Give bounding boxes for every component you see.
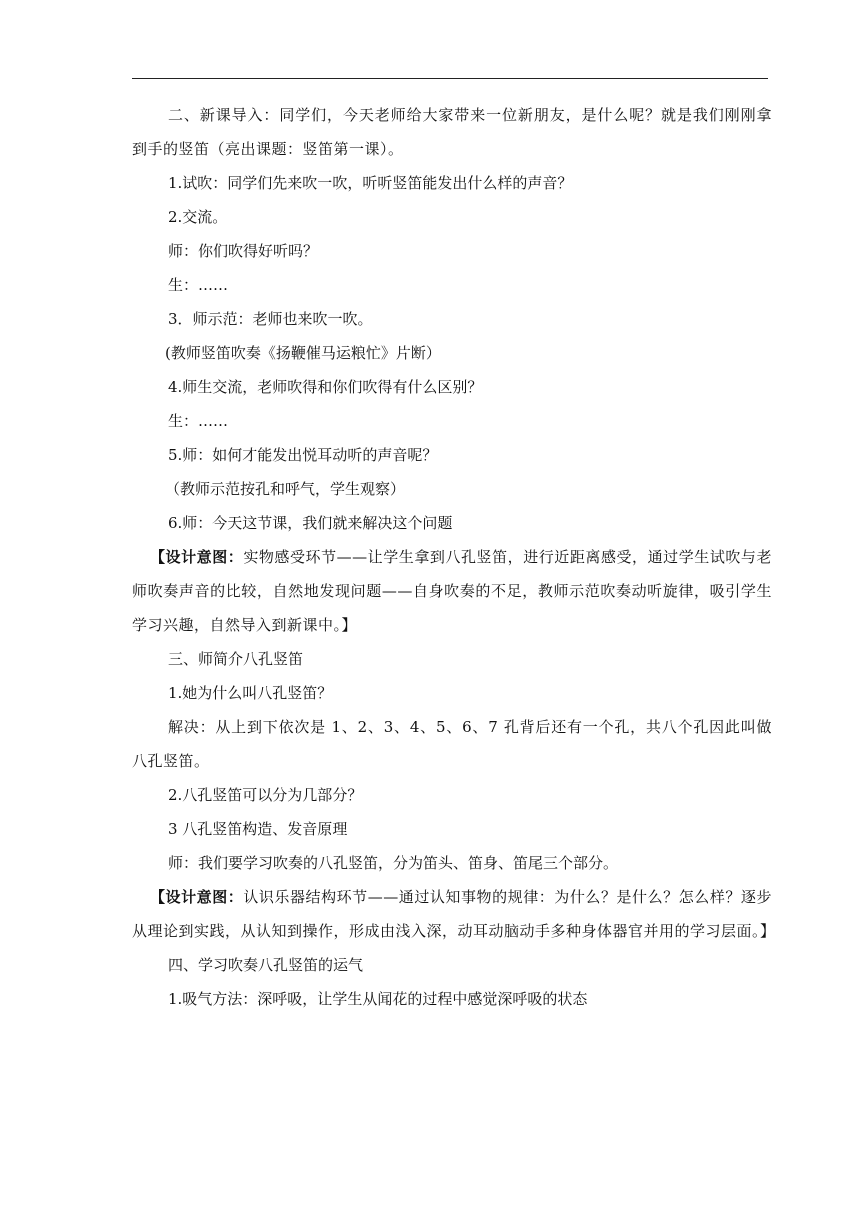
student-answer-2: 生：……	[168, 412, 229, 430]
section4-title: 四、学习吹奏八孔竖笛的运气	[168, 956, 364, 974]
teacher-question-1: 师：你们吹得好听吗？	[168, 242, 319, 260]
step3: 3．师示范：老师也来吹一吹。	[168, 310, 373, 328]
step1: 1.试吹：同学们先来吹一吹，听听竖笛能发出什么样的声音？	[168, 174, 573, 192]
step4: 4.师生交流，老师吹得和你们吹得有什么区别？	[168, 378, 483, 396]
step6: 6.师：今天这节课，我们就来解决这个问题	[168, 514, 453, 532]
question-2: 2.八孔竖笛可以分为几部分？	[168, 786, 363, 804]
design-intent-1	[132, 540, 772, 642]
question-3: 3 八孔竖笛构造、发音原理	[168, 820, 348, 838]
breathing-method-1: 1.吸气方法：深呼吸，让学生从闻花的过程中感觉深呼吸的状态	[168, 990, 588, 1008]
note-1: (教师竖笛吹奏《扬鞭催马运粮忙》片断）	[165, 344, 441, 362]
step2: 2.交流。	[168, 208, 228, 226]
design-intent-text-2: 认识乐器结构环节——通过认知事物的规律：为什么？是什么？怎么样？逐步从理论到实践，从认知到操作，形成由浅入深，动耳动脑动手多种身体器官并用的学习层面。】	[132, 888, 776, 940]
step5: 5.师：如何才能发出悦耳动听的声音呢？	[168, 446, 438, 464]
teacher-explanation: 师：我们要学习吹奏的八孔竖笛，分为笛头、笛身、笛尾三个部分。	[168, 854, 619, 872]
design-intent-label-2: 【设计意图：	[150, 888, 244, 906]
design-intent-2	[132, 880, 776, 948]
student-answer-1: 生：……	[168, 276, 229, 294]
section2-intro: 二、新课导入：同学们，今天老师给大家带来一位新朋友，是什么呢？就是我们刚刚拿到手的竖笛（亮出课题：竖笛第一课）。	[132, 106, 772, 158]
answer-1: 解决：从上到下依次是 1、2、3、4、5、6、7 孔背后还有一个孔，共八个孔因此叫做八孔竖笛。	[132, 718, 772, 770]
note-2: （教师示范按孔和呼气，学生观察）	[165, 480, 406, 498]
section3-title: 三、师简介八孔竖笛	[168, 650, 304, 668]
document-body	[132, 98, 776, 1016]
design-intent-text-1: 实物感受环节——让学生拿到八孔竖笛，进行近距离感受，通过学生试吹与老师吹奏声音的比较，自然地发现问题——自身吹奏的不足，教师示范吹奏动听旋律，吸引学生学习兴趣，自然导入到新课中。】	[132, 548, 772, 634]
header-rule	[132, 78, 768, 79]
design-intent-label-1: 【设计意图：	[150, 548, 244, 566]
question-1: 1.她为什么叫八孔竖笛？	[168, 684, 333, 702]
